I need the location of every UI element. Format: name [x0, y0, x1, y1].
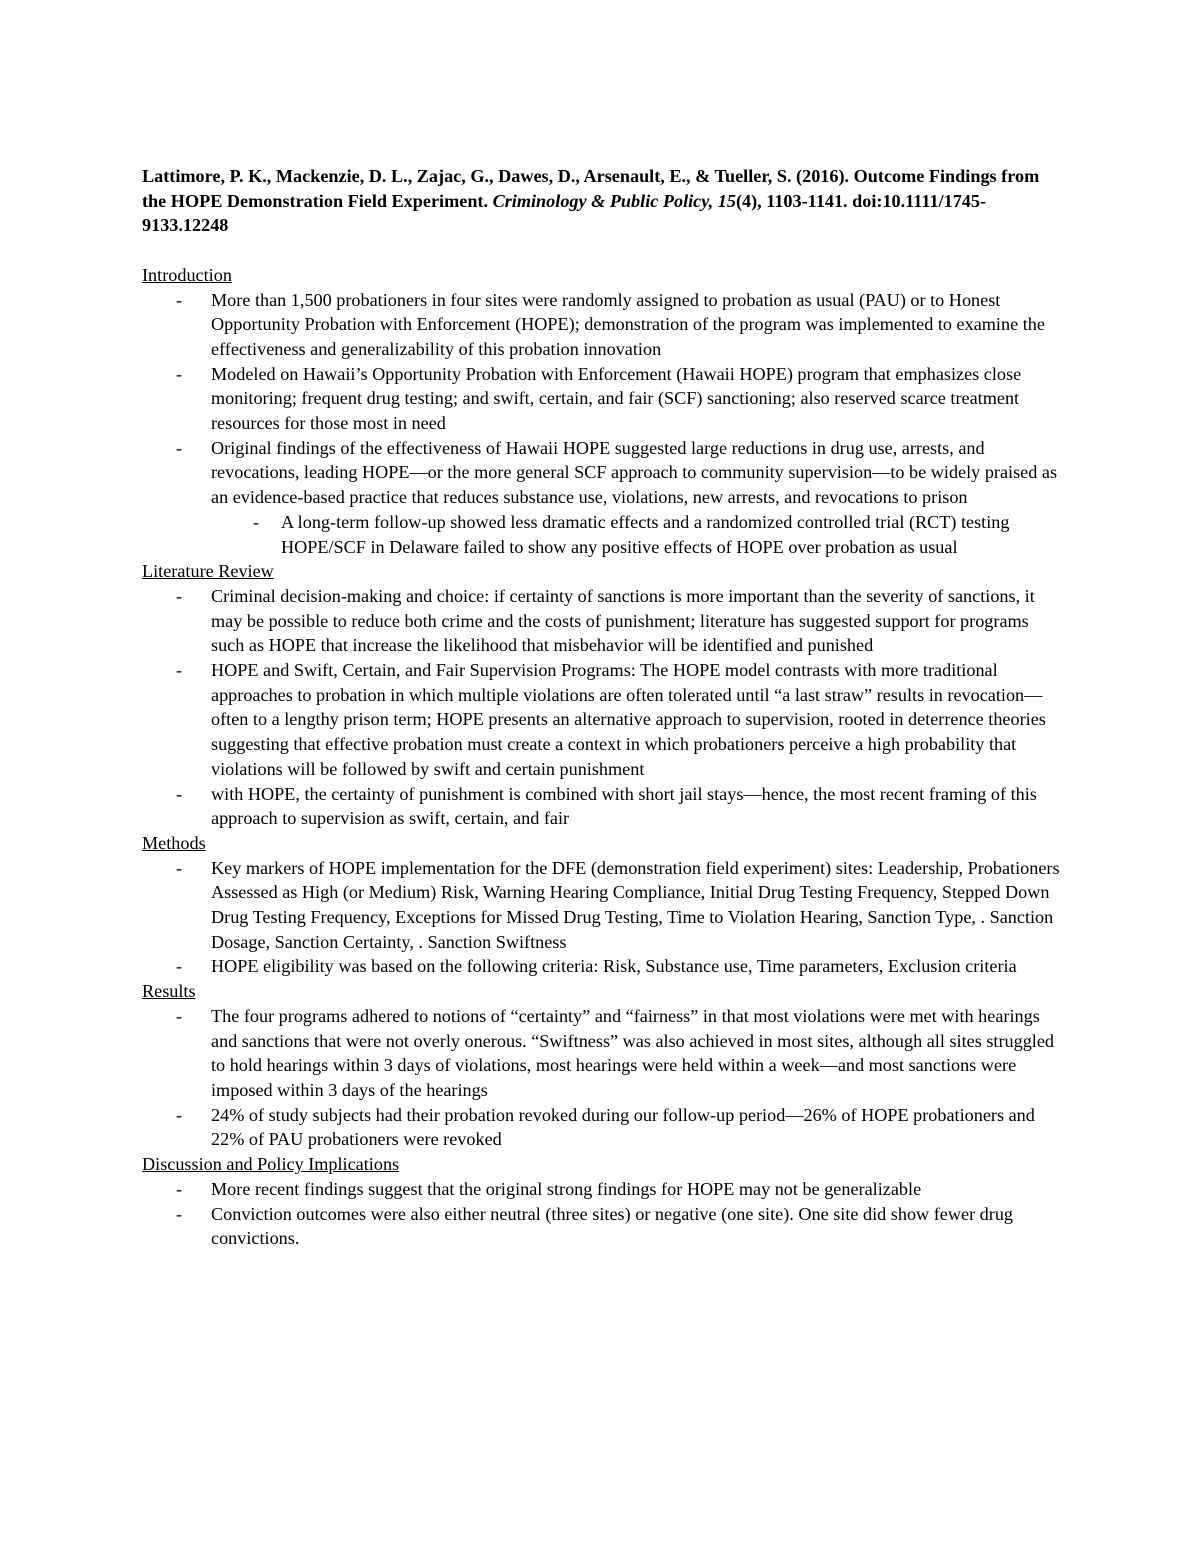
- sub-list-item-text: A long-term follow-up showed less dramatic effects and a randomized controlled trial (RCT) testing HOPE/SCF in Delaware failed to show any positive effects of HOPE over probation as usual: [281, 511, 1010, 557]
- list-item-text: HOPE and Swift, Certain, and Fair Supervision Programs: The HOPE model contrasts with more traditional approaches to probation in which multiple violations are often tolerated until “a last straw” results in revocation—often to a lengthy prison term; HOPE presents an alternative approach to supervision, rooted in deterrence theories suggesting that effective probation must create a context in which probationers perceive a high probability that violations will be followed by swift and certain punishment: [211, 660, 1046, 779]
- list-item-text: The four programs adhered to notions of “certainty” and “fairness” in that most violations were met with hearings and sanctions that were not overly onerous. “Swiftness” was also achieved in most sites, although all sites struggled to hold hearings within 3 days of violations, most hearings were held within a week—and most sanctions were imposed within 3 days of the hearings: [211, 1005, 1055, 1100]
- document-page: [142, 164, 1062, 1251]
- sub-bullet-list: [211, 510, 1062, 559]
- list-item: [142, 658, 1062, 782]
- bullet-dash: -: [176, 660, 183, 681]
- list-item-text: 24% of study subjects had their probation revoked during our follow-up period—26% of HOPE probationers and 22% of PAU probationers were revoked: [211, 1104, 1035, 1150]
- section-introduction: [142, 263, 1062, 559]
- list-item-text: Key markers of HOPE implementation for the DFE (demonstration field experiment) sites: Leadership, Probationers Assessed as High (or Medium) Risk, Warning Hearing Compliance, Initial Drug Testing Frequency, Stepped Down Drug Testing Frequency, Exceptions for Missed Drug Testing, Time to Violation Hearing, Sanction Type, . Sanction Dosage, Sanction Certainty, . Sanction Swiftness: [211, 857, 1060, 952]
- list-item-text: More recent findings suggest that the original strong findings for HOPE may not be generalizable: [211, 1178, 922, 1199]
- section-heading: Results: [142, 981, 196, 1002]
- bullet-dash: -: [253, 511, 260, 532]
- bullet-list: [142, 1004, 1062, 1152]
- list-item-text: Conviction outcomes were also either neutral (three sites) or negative (one site). One site did show fewer drug convictions.: [211, 1203, 1014, 1249]
- bullet-dash: -: [176, 585, 183, 606]
- bullet-list: [142, 584, 1062, 831]
- citation-journal: Criminology & Public Policy,: [492, 190, 714, 211]
- list-item-text: HOPE eligibility was based on the following criteria: Risk, Substance use, Time parameters, Exclusion criteria: [211, 956, 1017, 977]
- list-item: [142, 1202, 1062, 1251]
- bullet-dash: -: [176, 1104, 183, 1125]
- list-item-text: More than 1,500 probationers in four sites were randomly assigned to probation as usual (PAU) or to Honest Opportunity Probation with Enforcement (HOPE); demonstration of the program was implemented to examine the effectiveness and generalizability of this probation innovation: [211, 289, 1045, 359]
- citation-volume: 15: [717, 190, 736, 211]
- section-discussion: [142, 1152, 1062, 1251]
- list-item: [142, 856, 1062, 955]
- bullet-list: [142, 288, 1062, 560]
- section-heading: Discussion and Policy Implications: [142, 1154, 400, 1175]
- list-item-text: with HOPE, the certainty of punishment is combined with short jail stays—hence, the most recent framing of this approach to supervision as swift, certain, and fair: [211, 783, 1037, 829]
- bullet-dash: -: [176, 956, 183, 977]
- list-item: [142, 954, 1062, 979]
- bullet-dash: -: [176, 363, 183, 384]
- list-item-text: Criminal decision-making and choice: if certainty of sanctions is more important than the severity of sanctions, it may be possible to reduce both crime and the costs of punishment; literature has suggested support for programs such as HOPE that increase the likelihood that misbehavior will be identified and punished: [211, 585, 1035, 656]
- section-heading: Methods: [142, 832, 206, 853]
- citation-issue-pages-doi: (4), 1103-1141. doi:10.1111/1745-9133.12248: [142, 190, 987, 236]
- list-item: [142, 1103, 1062, 1152]
- citation-authors: Lattimore, P. K., Mackenzie, D. L., Zajac, G., Dawes, D., Arsenault, E., & Tueller, S. (2016).: [142, 166, 850, 186]
- list-item: [142, 1177, 1062, 1202]
- section-literature-review: [142, 559, 1062, 831]
- list-item: [142, 1004, 1062, 1103]
- list-item: [142, 288, 1062, 362]
- list-item-text: Original findings of the effectiveness of Hawaii HOPE suggested large reductions in drug use, arrests, and revocations, leading HOPE—or the more general SCF approach to community supervision—to be widely praised as an evidence-based practice that reduces substance use, violations, new arrests, and revocations to prison: [211, 437, 1058, 508]
- list-item: [142, 584, 1062, 658]
- section-heading: Introduction: [142, 264, 232, 285]
- citation-title: Outcome Findings from the HOPE Demonstration Field Experiment.: [142, 166, 1040, 211]
- list-item: [142, 782, 1062, 831]
- bullet-dash: -: [176, 289, 183, 310]
- list-item: [142, 362, 1062, 436]
- section-methods: [142, 831, 1062, 979]
- section-heading: Literature Review: [142, 561, 274, 582]
- section-results: [142, 979, 1062, 1152]
- bullet-dash: -: [176, 857, 183, 878]
- list-item: [142, 436, 1062, 560]
- citation: [142, 164, 1062, 238]
- sub-list-item: [211, 510, 1062, 559]
- bullet-list: [142, 1177, 1062, 1251]
- bullet-dash: -: [176, 1203, 183, 1224]
- bullet-dash: -: [176, 1178, 183, 1199]
- bullet-dash: -: [176, 783, 183, 804]
- bullet-list: [142, 856, 1062, 980]
- bullet-dash: -: [176, 1005, 183, 1026]
- bullet-dash: -: [176, 437, 183, 458]
- list-item-text: Modeled on Hawaii’s Opportunity Probation with Enforcement (Hawaii HOPE) program that emphasizes close monitoring; frequent drug testing; and swift, certain, and fair (SCF) sanctioning; also reserved scarce treatment resources for those most in need: [211, 363, 1022, 434]
